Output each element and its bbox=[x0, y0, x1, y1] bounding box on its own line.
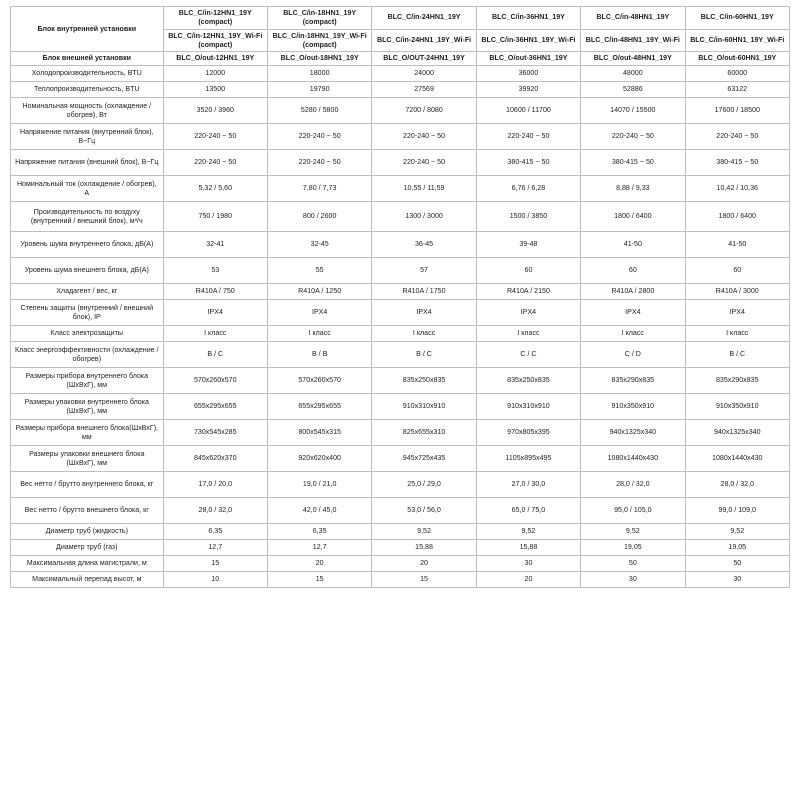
cell-value: 17600 / 18500 bbox=[685, 98, 789, 124]
row-label: Теплопроизводительность, BTU bbox=[11, 82, 164, 98]
cell-value: B / C bbox=[163, 342, 267, 368]
table-row bbox=[11, 124, 790, 150]
cell-value: 36-45 bbox=[372, 232, 476, 258]
cell-value: 65,0 / 75,0 bbox=[476, 498, 580, 524]
cell-value: I класс bbox=[581, 326, 685, 342]
cell-value: 32-41 bbox=[163, 232, 267, 258]
model-header-compact-3: BLC_C/in-24HN1_19Y bbox=[372, 7, 476, 30]
cell-value: B / C bbox=[685, 342, 789, 368]
row-label: Напряжение питания (внутренний блок), В~Гц bbox=[11, 124, 164, 150]
table-row bbox=[11, 258, 790, 284]
cell-value: 9,52 bbox=[581, 524, 685, 540]
cell-value: 910х310х910 bbox=[372, 394, 476, 420]
cell-value: 60 bbox=[476, 258, 580, 284]
cell-value: 15,88 bbox=[372, 540, 476, 556]
table-row bbox=[11, 82, 790, 98]
cell-value: 835х290х835 bbox=[581, 368, 685, 394]
cell-value: I класс bbox=[163, 326, 267, 342]
cell-value: 220-240 ~ 50 bbox=[267, 124, 371, 150]
model-header-compact-4: BLC_C/in-36HN1_19Y bbox=[476, 7, 580, 30]
header-row-outdoor-models bbox=[11, 52, 790, 66]
cell-value: 53,0 / 56,0 bbox=[372, 498, 476, 524]
model-header-wifi-4: BLC_C/in-36HN1_19Y_Wi-Fi bbox=[476, 29, 580, 52]
table-row bbox=[11, 202, 790, 232]
cell-value: 910х350х910 bbox=[581, 394, 685, 420]
cell-value: 27,0 / 30,0 bbox=[476, 472, 580, 498]
cell-value: 12,7 bbox=[267, 540, 371, 556]
row-label: Размеры упаковки внутреннего блока (ШхВхГ), мм bbox=[11, 394, 164, 420]
model-header-outdoor-3: BLC_O/OUT-24HN1_19Y bbox=[372, 52, 476, 66]
row-label: Уровень шума внутреннего блока, дБ(А) bbox=[11, 232, 164, 258]
cell-value: 50 bbox=[581, 556, 685, 572]
cell-value: IPX4 bbox=[476, 300, 580, 326]
cell-value: 220-240 ~ 50 bbox=[685, 124, 789, 150]
cell-value: 6,35 bbox=[163, 524, 267, 540]
cell-value: 380-415 ~ 50 bbox=[685, 150, 789, 176]
cell-value: 1105х895х495 bbox=[476, 446, 580, 472]
cell-value: 9,52 bbox=[372, 524, 476, 540]
cell-value: 800х545х315 bbox=[267, 420, 371, 446]
cell-value: 28,0 / 32,0 bbox=[685, 472, 789, 498]
cell-value: 380-415 ~ 50 bbox=[581, 150, 685, 176]
cell-value: 12000 bbox=[163, 66, 267, 82]
table-row bbox=[11, 342, 790, 368]
cell-value: 845х620х370 bbox=[163, 446, 267, 472]
table-row bbox=[11, 368, 790, 394]
table-row bbox=[11, 540, 790, 556]
table-row bbox=[11, 176, 790, 202]
cell-value: 19,0 / 21,0 bbox=[267, 472, 371, 498]
cell-value: 220-240 ~ 50 bbox=[476, 124, 580, 150]
model-header-wifi-2: BLC_C/in-18HN1_19Y_Wi-Fi (compact) bbox=[267, 29, 371, 52]
cell-value: IPX4 bbox=[581, 300, 685, 326]
cell-value: 1300 / 3000 bbox=[372, 202, 476, 232]
cell-value: 60000 bbox=[685, 66, 789, 82]
model-header-outdoor-6: BLC_O/out-60HN1_19Y bbox=[685, 52, 789, 66]
cell-value: 835х250х835 bbox=[372, 368, 476, 394]
cell-value: 570х260х570 bbox=[163, 368, 267, 394]
cell-value: 940х1325х340 bbox=[581, 420, 685, 446]
cell-value: 1500 / 3850 bbox=[476, 202, 580, 232]
header-row-indoor-models bbox=[11, 7, 790, 30]
cell-value: 32-45 bbox=[267, 232, 371, 258]
row-label: Размеры упаковки внешнего блока (ШхВхГ), мм bbox=[11, 446, 164, 472]
cell-value: 30 bbox=[581, 572, 685, 588]
cell-value: R410A / 3000 bbox=[685, 284, 789, 300]
cell-value: 5,32 / 5,60 bbox=[163, 176, 267, 202]
cell-value: 220-240 ~ 50 bbox=[267, 150, 371, 176]
cell-value: 15,88 bbox=[476, 540, 580, 556]
cell-value: IPX4 bbox=[163, 300, 267, 326]
row-label: Максимальная длина магистрали, м bbox=[11, 556, 164, 572]
cell-value: 27569 bbox=[372, 82, 476, 98]
cell-value: 6,35 bbox=[267, 524, 371, 540]
row-label: Вес нетто / брутто внутреннего блока, кг bbox=[11, 472, 164, 498]
model-header-outdoor-4: BLC_O/out-36HN1_19Y bbox=[476, 52, 580, 66]
cell-value: 48000 bbox=[581, 66, 685, 82]
cell-value: 17,0 / 20,0 bbox=[163, 472, 267, 498]
cell-value: 220-240 ~ 50 bbox=[372, 150, 476, 176]
cell-value: 13500 bbox=[163, 82, 267, 98]
cell-value: 25,0 / 29,0 bbox=[372, 472, 476, 498]
cell-value: I класс bbox=[372, 326, 476, 342]
table-row bbox=[11, 572, 790, 588]
model-header-wifi-5: BLC_C/in-48HN1_19Y_Wi-Fi bbox=[581, 29, 685, 52]
table-row bbox=[11, 150, 790, 176]
cell-value: 20 bbox=[372, 556, 476, 572]
row-label: Вес нетто / брутто внешнего блока, кг bbox=[11, 498, 164, 524]
cell-value: 750 / 1980 bbox=[163, 202, 267, 232]
cell-value: 6,76 / 6,28 bbox=[476, 176, 580, 202]
cell-value: 940х1325х340 bbox=[685, 420, 789, 446]
cell-value: B / B bbox=[267, 342, 371, 368]
indoor-unit-label: Блок внутренней установки bbox=[11, 7, 164, 52]
cell-value: 825х655х310 bbox=[372, 420, 476, 446]
cell-value: 63122 bbox=[685, 82, 789, 98]
cell-value: 53 bbox=[163, 258, 267, 284]
cell-value: 3520 / 3960 bbox=[163, 98, 267, 124]
cell-value: 5280 / 5800 bbox=[267, 98, 371, 124]
cell-value: 920х620х400 bbox=[267, 446, 371, 472]
model-header-wifi-1: BLC_C/in-12HN1_19Y_Wi-Fi (compact) bbox=[163, 29, 267, 52]
cell-value: 380-415 ~ 50 bbox=[476, 150, 580, 176]
cell-value: 41-50 bbox=[581, 232, 685, 258]
cell-value: B / C bbox=[372, 342, 476, 368]
cell-value: 655х295х655 bbox=[267, 394, 371, 420]
cell-value: 835х250х835 bbox=[476, 368, 580, 394]
cell-value: 20 bbox=[476, 572, 580, 588]
cell-value: 18000 bbox=[267, 66, 371, 82]
cell-value: 39-48 bbox=[476, 232, 580, 258]
row-label: Производительность по воздуху (внутренний / внешний блок), м³/ч bbox=[11, 202, 164, 232]
cell-value: 41-50 bbox=[685, 232, 789, 258]
row-label: Напряжение питания (внешний блок), В~Гц bbox=[11, 150, 164, 176]
model-header-outdoor-2: BLC_O/out-18HN1_19Y bbox=[267, 52, 371, 66]
model-header-compact-5: BLC_C/in-48HN1_19Y bbox=[581, 7, 685, 30]
row-label: Диаметр труб (газ) bbox=[11, 540, 164, 556]
table-row bbox=[11, 326, 790, 342]
model-header-outdoor-1: BLC_O/out-12HN1_19Y bbox=[163, 52, 267, 66]
row-label: Холодопроизводительность, BTU bbox=[11, 66, 164, 82]
row-label: Размеры прибора внешнего блока(ШхВхГ), мм bbox=[11, 420, 164, 446]
cell-value: 910х350х910 bbox=[685, 394, 789, 420]
table-row bbox=[11, 446, 790, 472]
table-row bbox=[11, 524, 790, 540]
cell-value: 7,80 / 7,73 bbox=[267, 176, 371, 202]
cell-value: 19,05 bbox=[685, 540, 789, 556]
cell-value: 10600 / 11700 bbox=[476, 98, 580, 124]
outdoor-unit-label: Блок внешней установки bbox=[11, 52, 164, 66]
cell-value: 50 bbox=[685, 556, 789, 572]
cell-value: 20 bbox=[267, 556, 371, 572]
cell-value: 15 bbox=[163, 556, 267, 572]
cell-value: 24000 bbox=[372, 66, 476, 82]
cell-value: 39920 bbox=[476, 82, 580, 98]
table-row bbox=[11, 232, 790, 258]
model-header-wifi-3: BLC_C/in-24HN1_19Y_Wi-Fi bbox=[372, 29, 476, 52]
table-body bbox=[11, 7, 790, 588]
cell-value: 30 bbox=[476, 556, 580, 572]
cell-value: 30 bbox=[685, 572, 789, 588]
model-header-compact-6: BLC_C/in-60HN1_19Y bbox=[685, 7, 789, 30]
table-row bbox=[11, 420, 790, 446]
cell-value: 7200 / 8080 bbox=[372, 98, 476, 124]
table-row bbox=[11, 394, 790, 420]
row-label: Хладагент / вес, кг bbox=[11, 284, 164, 300]
row-label: Максимальный перепад высот, м bbox=[11, 572, 164, 588]
cell-value: 42,0 / 45,0 bbox=[267, 498, 371, 524]
cell-value: 28,0 / 32,0 bbox=[163, 498, 267, 524]
cell-value: 970х805х395 bbox=[476, 420, 580, 446]
cell-value: 945х725х435 bbox=[372, 446, 476, 472]
cell-value: 1080х1440х430 bbox=[685, 446, 789, 472]
specifications-table bbox=[10, 6, 790, 588]
cell-value: 95,0 / 105,0 bbox=[581, 498, 685, 524]
row-label: Размеры прибора внутреннего блока (ШхВхГ), мм bbox=[11, 368, 164, 394]
cell-value: R410A / 1750 bbox=[372, 284, 476, 300]
cell-value: 655х295х655 bbox=[163, 394, 267, 420]
cell-value: 14070 / 15500 bbox=[581, 98, 685, 124]
model-header-compact-1: BLC_C/in-12HN1_19Y (compact) bbox=[163, 7, 267, 30]
cell-value: IPX4 bbox=[685, 300, 789, 326]
table-row bbox=[11, 472, 790, 498]
model-header-compact-2: BLC_C/in-18HN1_19Y (compact) bbox=[267, 7, 371, 30]
cell-value: 15 bbox=[267, 572, 371, 588]
cell-value: 835х290х835 bbox=[685, 368, 789, 394]
cell-value: I класс bbox=[476, 326, 580, 342]
cell-value: 57 bbox=[372, 258, 476, 284]
cell-value: 800 / 2600 bbox=[267, 202, 371, 232]
cell-value: 19790 bbox=[267, 82, 371, 98]
model-header-wifi-6: BLC_C/in-60HN1_19Y_Wi-Fi bbox=[685, 29, 789, 52]
cell-value: I класс bbox=[685, 326, 789, 342]
cell-value: 10,42 / 10,36 bbox=[685, 176, 789, 202]
row-label: Номинальный ток (охлаждение / обогрев), А bbox=[11, 176, 164, 202]
cell-value: 9,52 bbox=[476, 524, 580, 540]
table-row bbox=[11, 66, 790, 82]
cell-value: 570х260х570 bbox=[267, 368, 371, 394]
cell-value: 12,7 bbox=[163, 540, 267, 556]
cell-value: 52886 bbox=[581, 82, 685, 98]
table-row bbox=[11, 556, 790, 572]
cell-value: 15 bbox=[372, 572, 476, 588]
row-label: Номинальная мощность (охлаждение / обогрев), Вт bbox=[11, 98, 164, 124]
cell-value: 10,55 / 11,59 bbox=[372, 176, 476, 202]
cell-value: 99,0 / 109,0 bbox=[685, 498, 789, 524]
cell-value: IPX4 bbox=[267, 300, 371, 326]
cell-value: 220-240 ~ 50 bbox=[581, 124, 685, 150]
cell-value: IPX4 bbox=[372, 300, 476, 326]
row-label: Класс электрозащиты bbox=[11, 326, 164, 342]
cell-value: 9,52 bbox=[685, 524, 789, 540]
cell-value: 220-240 ~ 50 bbox=[372, 124, 476, 150]
cell-value: 19,05 bbox=[581, 540, 685, 556]
cell-value: 10 bbox=[163, 572, 267, 588]
cell-value: 910х310х910 bbox=[476, 394, 580, 420]
cell-value: C / C bbox=[476, 342, 580, 368]
cell-value: 220-240 ~ 50 bbox=[163, 150, 267, 176]
table-row bbox=[11, 98, 790, 124]
row-label: Класс энергоэффективности (охлаждение / обогрев) bbox=[11, 342, 164, 368]
cell-value: 1800 / 6400 bbox=[581, 202, 685, 232]
cell-value: 8,88 / 9,33 bbox=[581, 176, 685, 202]
table-row bbox=[11, 284, 790, 300]
row-label: Степень защиты (внутренний / внешний блок), IP bbox=[11, 300, 164, 326]
cell-value: R410A / 2800 bbox=[581, 284, 685, 300]
cell-value: 36000 bbox=[476, 66, 580, 82]
cell-value: R410A / 2150 bbox=[476, 284, 580, 300]
cell-value: 1800 / 6400 bbox=[685, 202, 789, 232]
cell-value: 60 bbox=[685, 258, 789, 284]
table-row bbox=[11, 498, 790, 524]
row-label: Диаметр труб (жидкость) bbox=[11, 524, 164, 540]
cell-value: 730х545х285 bbox=[163, 420, 267, 446]
cell-value: 28,0 / 32,0 bbox=[581, 472, 685, 498]
cell-value: 220-240 ~ 50 bbox=[163, 124, 267, 150]
model-header-outdoor-5: BLC_O/out-48HN1_19Y bbox=[581, 52, 685, 66]
cell-value: R410A / 1250 bbox=[267, 284, 371, 300]
cell-value: I класс bbox=[267, 326, 371, 342]
cell-value: 55 bbox=[267, 258, 371, 284]
cell-value: C / D bbox=[581, 342, 685, 368]
cell-value: 60 bbox=[581, 258, 685, 284]
cell-value: R410A / 750 bbox=[163, 284, 267, 300]
table-row bbox=[11, 300, 790, 326]
row-label: Уровень шума внешнего блока, дБ(А) bbox=[11, 258, 164, 284]
cell-value: 1080х1440х430 bbox=[581, 446, 685, 472]
